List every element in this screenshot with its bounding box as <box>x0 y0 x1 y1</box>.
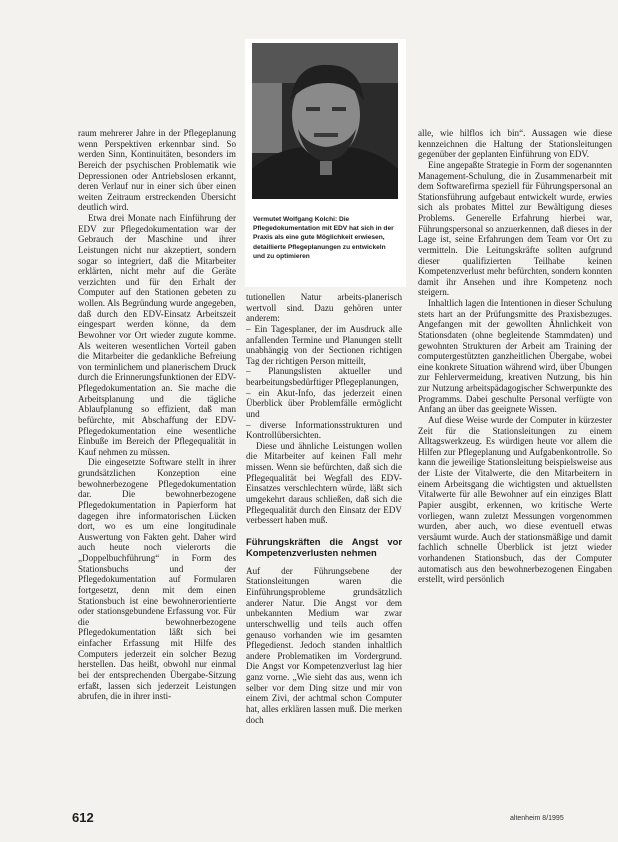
paragraph: Die eingesetzte Software stellt in ihrer grundsätzlichen Konzeption eine bewohnerbezogene Pflegedokumentation dar. Die bewohnerbezogene Pflegedokumentation in Papierform hat dagegen ihre informatorischen Lücken dort, wo es um eine longitudinale Auswertung von Fakten geht. Daher wird auch heute noch vielerorts die „Doppelbuchführung“ in Form des Stationsbuchs und der Pflegedokumentation auf Formularen fortgesetzt, denn mit dem einen Stationsbuch ist eine bewohnerorientierte oder stationsgebundene Erfassung vor. Für die bewohnerbezogene Pflegedokumentation läßt sich bei einfacher Erfassung mit Hilfe des Computers jederzeit ein solcher Bezug herstellen. Das heißt, obwohl nur einmal bei der entsprechenden Übergabe-Sitzung erfaßt, lassen sich jederzeit Leistungen abrufen, die in ihrer insti- <box>78 457 236 702</box>
paragraph: Etwa drei Monate nach Einführung der EDV zur Pflegedokumentation war der Gebrauch der Maschine und ihrer Leistungen nicht nur akzeptiert, sondern sogar so integriert, daß die Mitarbeiter erklärten, nicht mehr auf die Geräte verzichten und für den Erhalt der Computer auf den Stationen gebeten zu wollen. Als Begründung wurde angegeben, daß durch den EDV-Einsatz Arbeitszeit eingespart werden könne, da dem Bewohner vor Ort wieder zugute komme. Als weiteren wesentlichen Vorteil gaben die Mitarbeiter die gedankliche Befreiung von terminlichem und planerischem Druck durch die Erinnerungsfunktionen der EDV-Pflegedokumentation an. Sie mache die Arbeitsplanung und die tägliche Ablaufplanung so effizient, daß man befürchte, mit Abschaffung der EDV-Pflegedokumentation eine wesentliche Einbuße im Bereich der Pflegequalität in Kauf nehmen zu müssen. <box>78 213 236 457</box>
paragraph: alle, wie hilflos ich bin“. Aussagen wie diese kennzeichnen die Haltung der Stationsleitungen gegenüber der geplanten Einführung von EDV. <box>418 128 612 160</box>
figure-caption: Vermutet Wolfgang Kolchi: Die Pflegedokumentation mit EDV hat sich in der Praxis als eine gute Möglichkeit erwiesen, detaillierte Pflegeplanungen zu entwickeln und zu optimieren <box>253 216 394 260</box>
list-item: – Ein Tagesplaner, der im Ausdruck alle anfallenden Termine und Planungen stellt unabhängig von der Sectionen richtigen Tag der richtigen Person mitteilt, <box>246 323 402 366</box>
paragraph: tutionellen Natur arbeits-planerisch wertvoll sind. Dazu gehören unter anderem: <box>246 292 402 324</box>
paragraph: Inhaltlich lagen die Intentionen in dieser Schulung stets hart an der Prüfungsmitte des Praxisbezuges. Angefangen mit der gewollten Ähnlichkeit von Stationsdaten (ohne begleitende Stammdaten) und gewohnten Strukturen der Arbeit am Training der computergestützten ganzheitlichen Übergabe, wobei eine konkrete Situation während wird, über Übungen zur Fehlervermeidung, kreativen Nutzung, bis hin zur Nutzung arbeitspädagogischer Schwerpunkte des Programms. Dabei geschulte Personal verfügte von Anfang an über das geeignete Wissen. <box>418 298 612 415</box>
article-column-2 <box>246 292 402 802</box>
journal-issue: altenheim 8/1995 <box>510 815 564 822</box>
paragraph: Auf der Führungsebene der Stationsleitungen waren die Einführungsprobleme grundsätzlich anderer Natur. Die Angst vor dem unbekannten Medium war zwar unterschwellig und teils auch offen genauso vorhanden wie im gesamten Pflegedienst. Jedoch standen inhaltlich andere Problematiken im Vordergrund. Die Angst vor Kompetenzverlust lag hier ganz vorne. „Wie sieht das aus, wenn ich selber vor dem Ding sitze und mir von einem Zivi, der achtmal schon Computer hat, alles erklären lassen muß. Die merken doch <box>246 565 402 725</box>
article-column-3 <box>418 128 612 802</box>
list-item: – ein Akut-Info, das jederzeit einen Überblick über Problemfälle ermöglicht und <box>246 387 402 419</box>
article-column-1 <box>78 128 236 802</box>
page-number: 612 <box>72 810 94 825</box>
list-item: – diverse Informationsstrukturen und Kontrollübersichten. <box>246 419 402 441</box>
paragraph: Auf diese Weise wurde der Computer in kürzester Zeit für die Stationsleitungen zu einem Alltagswerkzeug. Es würdigen heute vor allem die Hilfen zur Pflegeplanung und Aufgabenkontrolle. So kann die jeweilige Stationsleitung beispielsweise aus der Liste der Vitalwerte, die den Mitarbeitern in einem Arbeitsgang die wichtigsten und aktuellsten Vitalwerte für alle Bewohner auf ein einziges Blatt Papier ausgibt, erkennen, wo kritische Werte vorliegen, wann zuletzt Messungen vorgenommen wurden, aber auch, wo diese eventuell etwas versäumt wurde. Auch der stationsmäßige und damit fachlich schnelle Überblick ist jetzt wieder vorhandenen Stationsbuch, das der Computer automatisch aus den bewohnerbezogenen Eingaben erstellt, wird persönlich <box>418 414 612 585</box>
paragraph: raum mehrerer Jahre in der Pflegeplanung wenn Perspektiven erkennbar sind. So werden Sinn, Kontinuitäten, besonders im Bereich der psychischen Problematik wie Depressionen oder Antriebslosen erkannt, deren Verlauf nur in einer sich über einen weiten Zeitraum erstreckenden Übersicht deutlich wird. <box>78 128 236 213</box>
section-heading: Führungskräften die Angst vor Kompetenzverlusten nehmen <box>246 535 402 558</box>
list-item: – Planungslisten aktueller und bearbeitungsbedürftiger Pflegeplanungen, <box>246 366 402 387</box>
paragraph: Diese und ähnliche Leistungen wollen die Mitarbeiter auf keinen Fall mehr missen. Wenn sie befürchten, daß sich die Pflegequalität bei Wegfall des EDV-Einsatzes verschlechtern würde, läßt sich umgekehrt daraus schließen, daß sich die Pflegequalität durch den Einsatz der EDV verbessert haben muß. <box>246 440 402 526</box>
portrait-image <box>252 43 398 199</box>
paragraph: Eine angepaßte Strategie in Form der sogenannten Management-Schulung, die in Zusammenarbeit mit dem Softwarefirma speziell für Führungspersonal an Stationsführung aufgebaut entwickelt wurde, erwies sich als probates Mittel zur Bewältigung dieses Problems. Generelle Erfahrung hierbei war, Führungspersonal so anzuerkennen, daß dieses in der Lage ist, seine Erfahrungen dem Team vor Ort zu vermitteln. Die Leitungskräfte sollten aufgrund dieser qualifizierten Teilhabe keinen Kompetenzverlust mehr befürchten, sondern konnten damit ihr Ansehen und ihre Kompetenz noch steigern. <box>418 159 612 298</box>
figure-box <box>245 39 406 287</box>
portrait-photo <box>252 43 398 199</box>
